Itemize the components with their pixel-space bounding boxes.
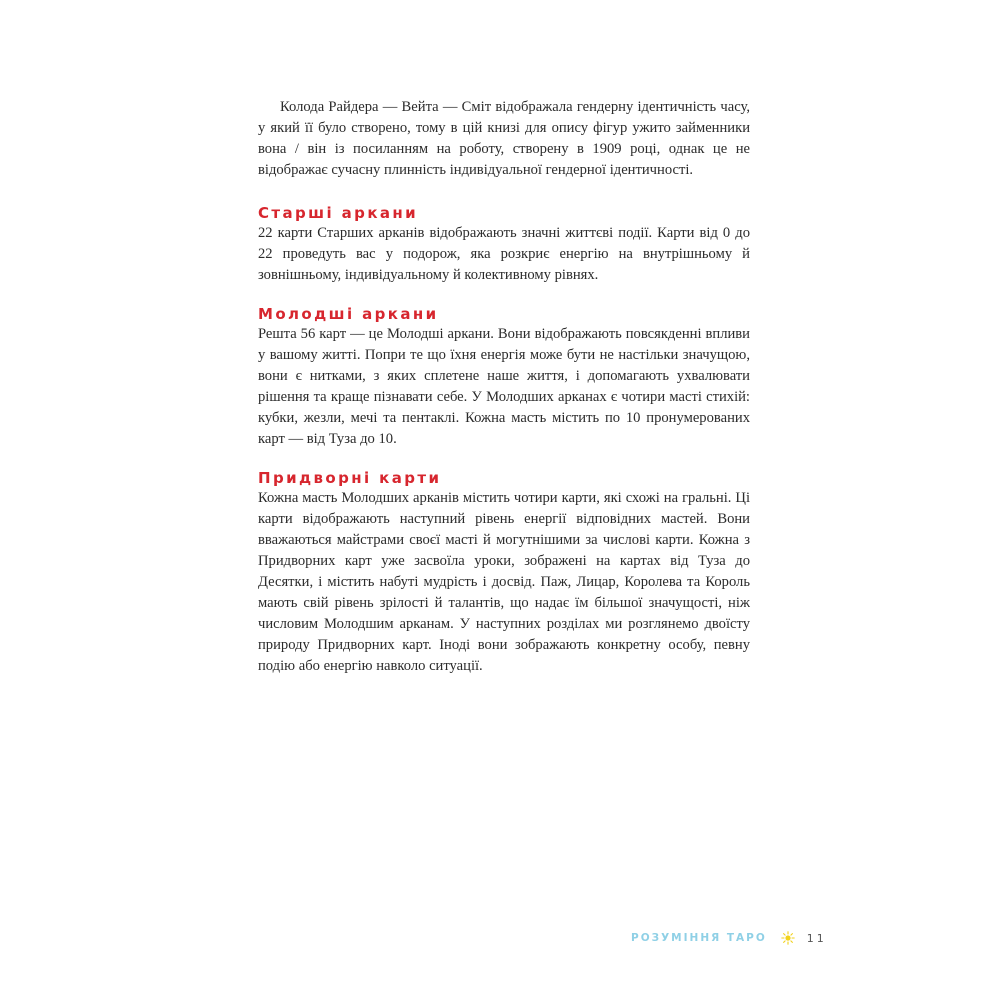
court-cards-paragraph: Кожна масть Молодших арканів містить чотири карти, які схожі на гральні. Ці карти відображають наступний рівень енергії відповідних мастей. Вони вважаються майстрами своєї масті й могутнішими за числові карти. Кожна з Придворних карт уже засвоїла уроки, зображені на картах від Туза до Десятки, і містить набуті мудрість і досвід. Паж, Лицар, Королева та Король мають свій рівень зрілості й талантів, що надає їм більшої значущості, ніж числовим Молодшим арканам. У наступних розділах ми розглянемо двоїсту природу Придворних карт. Іноді вони зображають конкретну особу, певну подію або енергію навколо ситуації. [258, 490, 750, 674]
sun-icon [781, 931, 795, 945]
heading-major-arcana: Старші аркани [258, 204, 419, 222]
text-column [258, 97, 750, 677]
intro-paragraph: Колода Райдера — Вейта — Сміт відображала гендерну ідентичність часу, у який її було створено, тому в цій книзі для опису фігур ужито займенники вона / він із посиланням на роботу, створену в 1909 році, однак це не відображає сучасну плинність індивідуальної гендерної ідентичності. [258, 99, 750, 178]
heading-minor-arcana: Молодші аркани [258, 305, 439, 323]
minor-arcana-paragraph: Решта 56 карт — це Молодші аркани. Вони відображають повсякденні впливи у вашому житті. Попри те що їхня енергія може бути не настільки значущою, вони є нитками, з яких сплетене наше життя, і допомагають ухвалювати рішення та краще пізнавати себе. У Молодших арканах є чотири масті стихій: кубки, жезли, мечі та пентаклі. Кожна масть містить по 10 пронумерованих карт — від Туза до 10. [258, 326, 750, 447]
heading-court-cards: Придворні карти [258, 469, 442, 487]
page-footer [631, 929, 827, 947]
running-head: РОЗУМІННЯ ТАРО [631, 932, 767, 944]
major-arcana-paragraph: 22 карти Старших арканів відображають значні життєві події. Карти від 0 до 22 проведуть вас у подорож, яка розкриє енергію на внутрішньому й зовнішньому, індивідуальному й колективному рівнях. [258, 225, 750, 283]
page-number: 11 [806, 931, 827, 945]
